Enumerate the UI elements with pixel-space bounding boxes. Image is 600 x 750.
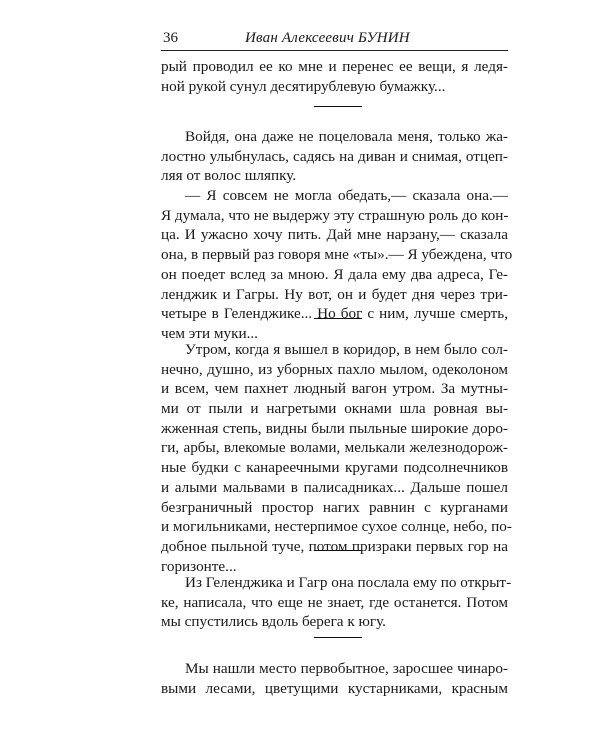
text-line: безграничный простор нагих равнин с курганами (161, 498, 508, 516)
section-5 (161, 659, 508, 698)
text-line: рый проводил ее ко мне и перенес ее вещи, я ледя- (161, 58, 508, 75)
text-line: ми от пыли и нагретыми окнами шла ровная вы- (161, 400, 508, 418)
section-separator (314, 318, 362, 319)
text-line: Я думала, что не выдержу эту страшную роль до кон- (161, 206, 509, 224)
text-line: чем эти муки... (161, 324, 258, 342)
text-line: ляя от волос шляпку. (161, 167, 297, 185)
text-line: выми лесами, цветущими кустарниками, красным (161, 679, 508, 697)
text-line: Мы нашли место первобытное, заросшее чинаро- (185, 660, 508, 677)
text-line: и алыми мальвами в палисадниках... Дальше пошел (161, 478, 508, 496)
text-line: он поедет вслед за мною. Я дала ему два адреса, Ге- (161, 265, 508, 283)
text-line: Войдя, она даже не поцеловала меня, только жа- (185, 128, 508, 145)
running-title: Иван Алексеевич БУНИН (245, 30, 410, 46)
text-line: и всем, чем пахнет людный вагон утром. За мутны- (161, 380, 508, 398)
page-number: 36 (163, 30, 178, 46)
text-line: Из Геленджика и Гагр она послала ему по открыт- (185, 574, 512, 591)
text-line: мы спустились вдоль берега к югу. (161, 613, 386, 631)
text-line: четыре в Геленджике... Но бог с ним, лучше смерть, (161, 305, 508, 323)
section-3 (161, 340, 512, 576)
header-rule (161, 50, 508, 51)
section-4 (161, 573, 512, 632)
text-line: ца. И ужасно хочу пить. Дай мне нарзану,— сказала (161, 226, 508, 244)
text-line: жженная степь, видны были пыльные широкие доро- (161, 419, 508, 437)
running-head (161, 27, 508, 49)
text-line: ги, арбы, влекомые волами, мелькали железнодорож- (161, 439, 508, 457)
section-separator (314, 637, 362, 638)
section-separator (314, 550, 362, 551)
text-line: ные будки с канареечными кругами подсолнечников (161, 459, 508, 477)
text-line: ке, написала, что еще не знает, где останется. Потом (161, 593, 508, 611)
text-line: горизонте... (161, 557, 237, 575)
section-2 (161, 127, 513, 344)
text-line: — Я совсем не могла обедать,— сказала она.— (185, 187, 508, 205)
text-line: ной рукой сунул десятирублевую бумажку... (161, 77, 446, 95)
text-line: Утром, когда я вышел в коридор, в нем было сол- (185, 341, 508, 358)
text-line: она, в первый раз говоря мне «ты».— Я убеждена, что (161, 246, 513, 264)
text-line: лостно улыбнулась, садясь на диван и снимая, отцеп- (161, 147, 508, 165)
section-1 (161, 57, 508, 96)
text-line: нечно, душно, из уборных пахло мылом, одеколоном (161, 360, 508, 378)
section-separator (314, 106, 362, 107)
text-line: добное пыльной туче, потом призраки первых гор на (161, 537, 508, 555)
text-line: и могильниками, нестерпимое сухое солнце, небо, по- (161, 518, 512, 536)
text-line: ленджик и Гагры. Ну вот, он и будет дня через три- (161, 285, 508, 303)
